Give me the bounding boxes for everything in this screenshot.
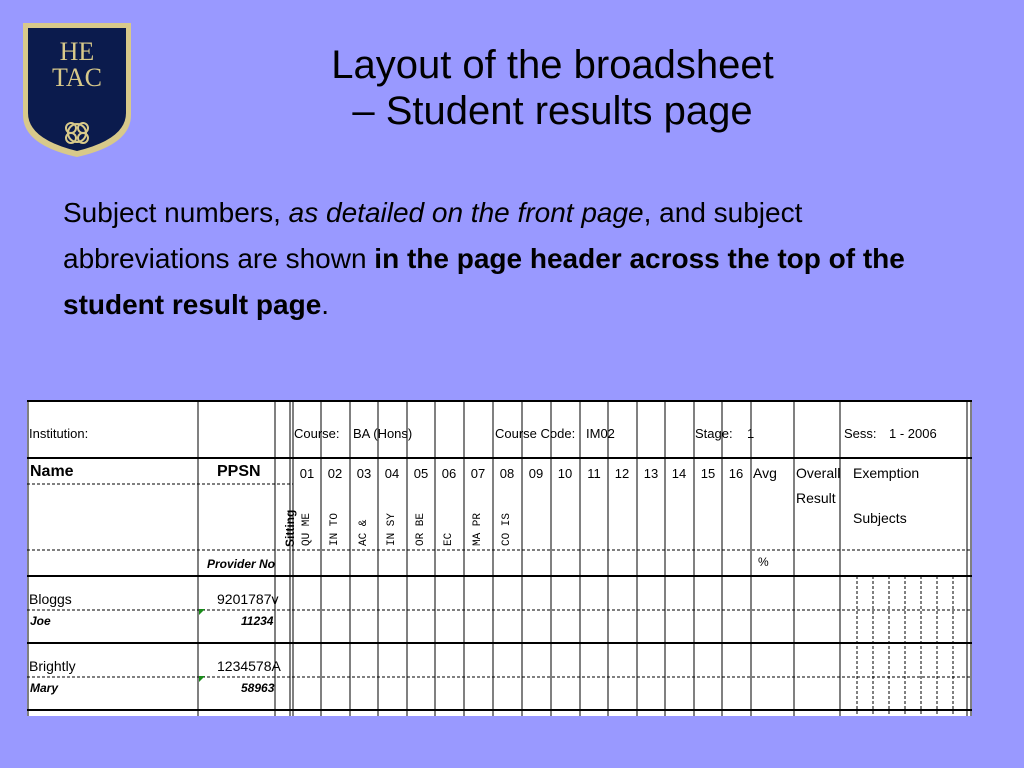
body-text-1: Subject numbers, <box>63 197 289 228</box>
subject-abbrev-3: AC & <box>358 519 370 546</box>
ppsn-header: PPSN <box>217 463 261 480</box>
subject-abbrev-6: EC <box>443 532 455 546</box>
student-2-ppsn: 1234578A <box>217 658 281 674</box>
overall-header: Overall <box>796 465 841 481</box>
student-1-ppsn: 9201787v <box>217 591 279 607</box>
stage-value: 1 <box>747 426 755 441</box>
provider-header: Provider No <box>207 557 276 571</box>
title-line-2: – Student results page <box>352 89 753 133</box>
sess-value: 1 - 2006 <box>889 426 937 441</box>
subject-number-2: 02 <box>327 466 343 481</box>
course-label: Course: <box>294 426 340 441</box>
sess-label: Sess: <box>844 426 877 441</box>
subject-number-15: 15 <box>700 466 716 481</box>
subject-number-11: 11 <box>587 466 601 481</box>
course-code-value: IM02 <box>586 426 615 441</box>
subject-number-4: 04 <box>384 466 400 481</box>
broadsheet-screenshot <box>27 400 972 716</box>
sitting-header: Sitting <box>283 509 297 547</box>
logo-text-he: HE <box>59 37 95 66</box>
subject-number-9: 09 <box>528 466 544 481</box>
hetac-logo <box>20 20 134 160</box>
student-2-firstname: Mary <box>30 681 59 695</box>
body-text-bold: in the page header across the top of the student result page <box>63 243 905 320</box>
subject-number-16: 16 <box>728 466 744 481</box>
subject-abbrev-7: MA PR <box>472 512 484 546</box>
subject-number-7: 07 <box>470 466 486 481</box>
student-1-firstname: Joe <box>30 614 51 628</box>
body-text-3: , and subject abbreviations are shown <box>63 197 803 274</box>
student-2-surname: Brightly <box>29 658 76 674</box>
slide-title <box>220 42 885 134</box>
exemption-header: Exemption <box>853 465 920 481</box>
stage-label: Stage: <box>695 426 733 441</box>
title-line-1: Layout of the broadsheet <box>331 43 774 87</box>
subject-abbrev-2: IN TO <box>329 512 341 546</box>
course-code-label: Course Code: <box>495 426 576 441</box>
body-paragraph <box>63 190 943 328</box>
subject-number-1: 01 <box>299 466 315 481</box>
subject-number-8: 08 <box>499 466 515 481</box>
course-value: BA (Hons) <box>353 426 413 441</box>
result-header: Result <box>796 490 836 506</box>
name-header: Name <box>30 463 74 480</box>
student-2-provider: 58963 <box>241 681 275 695</box>
body-text-5: . <box>321 289 330 320</box>
subject-number-6: 06 <box>441 466 457 481</box>
logo-text-tac: TAC <box>52 63 102 92</box>
subject-number-3: 03 <box>356 466 372 481</box>
subject-abbrev-5: OR BE <box>415 512 427 546</box>
subjects-header: Subjects <box>853 510 907 526</box>
subject-abbrev-4: IN SY <box>386 512 398 546</box>
subject-number-14: 14 <box>671 466 687 481</box>
student-1-provider: 11234 <box>241 614 274 628</box>
subject-number-5: 05 <box>413 466 429 481</box>
subject-abbrev-1: QU ME <box>301 512 313 546</box>
percent-sign: % <box>758 555 769 569</box>
subject-number-10: 10 <box>557 466 573 481</box>
student-1-surname: Bloggs <box>29 591 72 607</box>
institution-label: Institution: <box>29 426 89 441</box>
subject-number-13: 13 <box>643 466 659 481</box>
body-text-italic: as detailed on the front page <box>288 197 644 228</box>
subject-number-12: 12 <box>614 466 630 481</box>
avg-header: Avg <box>753 465 777 481</box>
subject-abbrev-8: CO IS <box>501 512 513 546</box>
broadsheet-grid-lines <box>27 400 972 716</box>
